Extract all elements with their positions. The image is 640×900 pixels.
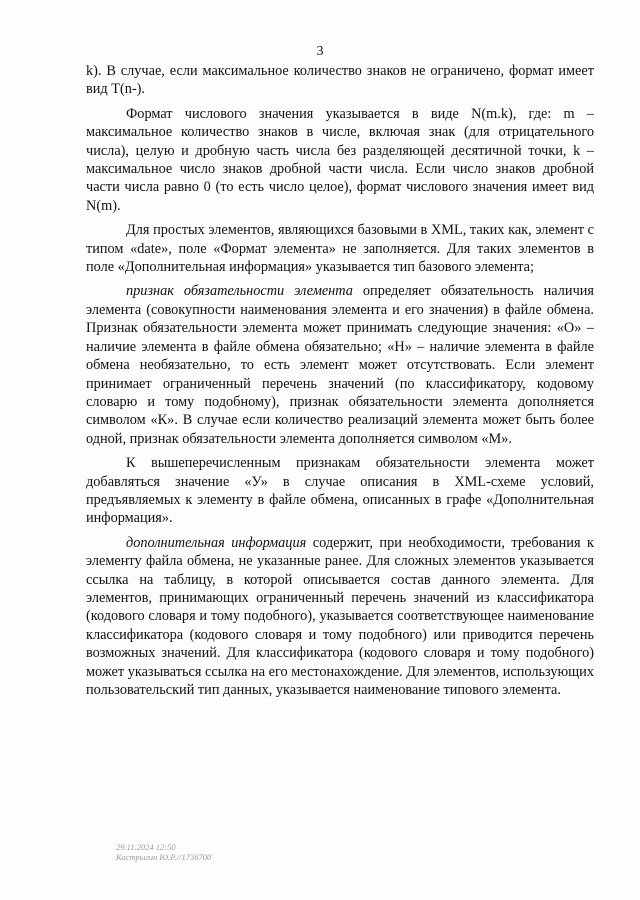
footer-stamp-author: Кострыгин Ю.Р.//1736700 — [116, 852, 212, 862]
paragraph-text: k). В случае, если максимальное количество знаков не ограничено, формат имеет вид T(n-). — [86, 63, 594, 98]
term-italic: признак обязательности элемента — [126, 283, 353, 300]
paragraph — [86, 454, 594, 528]
paragraph — [86, 282, 594, 448]
paragraph-text: определяет обязательность наличия элемента (совокупности наименования элемента и его значения) в файле обмена. Признак обязательности элемента может принимать следующие значения: «О» – наличие элемента в файле обмена обязательно; «Н» – наличие элемента в файле обмена необязательно, то есть элемент может отсутствовать. Если элемент принимает ограниченный перечень значений (по классификатору, кодовому словарю и тому подобному), признак обязательности элемента дополняется символом «К». В случае если количество реализаций элемента может быть более одной, признак обязательности элемента дополняется символом «М». — [86, 283, 594, 447]
term-italic: дополнительная информация — [126, 534, 307, 551]
paragraph — [86, 62, 594, 99]
paragraph-text: содержит, при необходимости, требования к элементу файла обмена, не указанные ранее. Для сложных элементов указывается ссылка на таблицу, в которой описывается состав данного элемента. Для элементов, принимающих ограниченный перечень значений из классификатора (кодового словаря и тому подобного), указывается соответствующее наименование классификатора (кодового словаря и тому подобного) или приводится перечень возможных значений. Для классификатора (кодового словаря и тому подобного) может указываться ссылка на его местонахождение. Для элементов, использующих пользовательский тип данных, указывается наименование типового элемента. — [86, 534, 594, 698]
paragraph — [86, 105, 594, 215]
paragraph — [86, 534, 594, 700]
document-body — [86, 62, 594, 699]
paragraph-text: Формат числового значения указывается в виде N(m.k), где: m – максимальное количество знаков в числе, включая знак (для отрицательного числа), целую и дробную часть числа без разделяющей десятичной точки, k – максимальное число знаков дробной части числа. Если число знаков дробной части числа равно 0 (то есть число целое), формат числового значения имеет вид N(m). — [86, 105, 594, 214]
paragraph-text: К вышеперечисленным признакам обязательности элемента может добавляться значение «У» в случае описания в XML-схеме условий, предъявляемых к элементу в файле обмена, описанных в графе «Дополнительная информация». — [86, 455, 594, 527]
paragraph-text: Для простых элементов, являющихся базовыми в XML, таких как, элемент с типом «date», поле «Формат элемента» не заполняется. Для таких элементов в поле «Дополнительная информация» указывается тип базового элемента; — [86, 222, 594, 276]
page-number: 3 — [316, 44, 324, 59]
paragraph — [86, 221, 594, 276]
footer-stamp — [116, 842, 211, 862]
footer-stamp-date: 29.11.2024 12:50 — [116, 842, 176, 852]
